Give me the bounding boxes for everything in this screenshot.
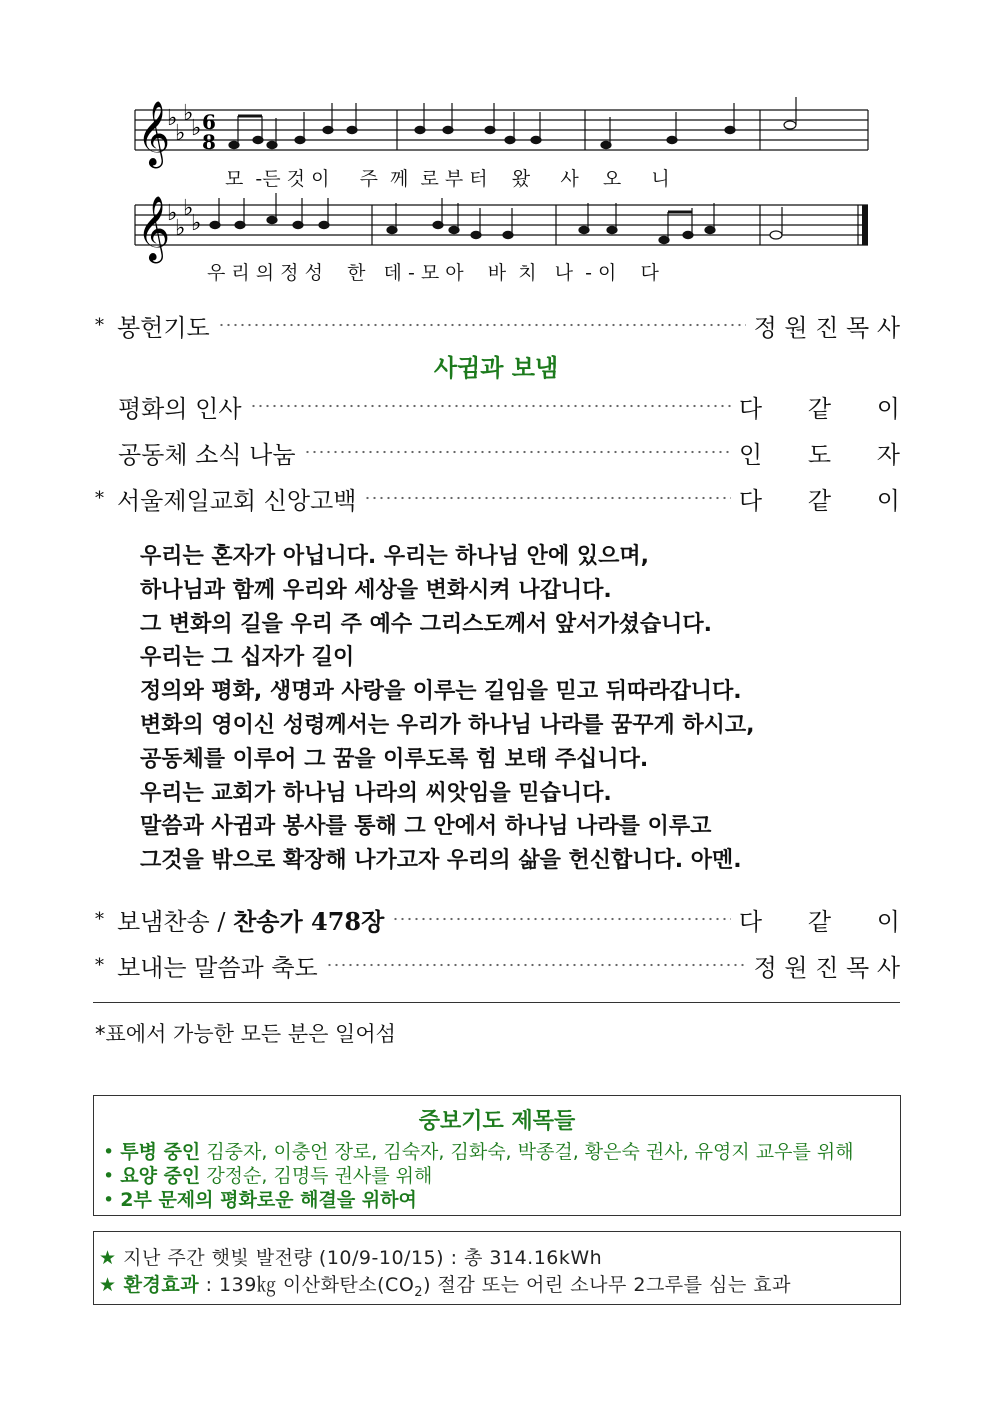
leader-dots xyxy=(364,496,730,500)
svg-text:♭: ♭ xyxy=(175,216,186,241)
svg-text:𝄞: 𝄞 xyxy=(137,196,171,261)
hymn-number: 찬송가 478장 xyxy=(233,906,385,936)
svg-text:8: 8 xyxy=(202,130,216,154)
order-leader: 다 같 이 xyxy=(738,907,900,936)
leader-dots xyxy=(326,963,746,967)
star-icon: ★ xyxy=(99,1247,117,1269)
section-title: 사귐과 보냄 xyxy=(433,354,559,382)
solar-energy-box xyxy=(93,1231,901,1305)
standing-mark: * xyxy=(95,314,104,336)
svg-text:♭: ♭ xyxy=(175,121,186,146)
energy-line-1 xyxy=(99,1243,602,1270)
energy-line-2 xyxy=(99,1270,791,1300)
standing-mark: * xyxy=(95,908,104,930)
leader-dots xyxy=(218,323,746,327)
svg-text:♭: ♭ xyxy=(191,211,202,236)
svg-text:♭: ♭ xyxy=(183,101,194,126)
order-row-creed xyxy=(95,480,900,516)
prayer-item xyxy=(103,1185,417,1212)
bullet: • xyxy=(103,1141,121,1163)
confession-line: 하나님과 함께 우리와 세상을 변화시켜 나갑니다. xyxy=(140,577,612,603)
svg-text:6: 6 xyxy=(202,110,216,134)
prayer-item xyxy=(103,1161,432,1188)
hymn-lyrics-line-1: 모 -든 것 이 주 께 로 부 터 왔 사 오 니 xyxy=(225,168,670,190)
order-leader: 인 도 자 xyxy=(738,440,900,469)
leader-dots xyxy=(304,450,731,454)
standing-mark: * xyxy=(95,954,104,976)
prayer-item-text: 김중자, 이충언 장로, 김숙자, 김화숙, 박종걸, 황은숙 권사, 유영지 교우를 위해 xyxy=(200,1141,854,1163)
prayer-requests-box xyxy=(93,1095,901,1216)
leader-dots xyxy=(392,917,731,921)
star-icon: ★ xyxy=(99,1274,117,1296)
order-leader: 정 원 진 목 사 xyxy=(753,953,900,982)
confession-text xyxy=(140,540,755,878)
energy-text: 지난 주간 햇빛 발전량 (10/9-10/15) : 총 314.16kWh xyxy=(116,1247,603,1269)
leader-dots xyxy=(250,404,731,408)
prayer-item xyxy=(103,1137,854,1164)
divider xyxy=(93,1002,900,1003)
order-row-sending-hymn xyxy=(95,901,900,937)
standing-mark: * xyxy=(95,487,104,509)
subscript: 2 xyxy=(414,1284,424,1300)
confession-line: 우리는 그 십자가 길이 xyxy=(140,645,355,671)
confession-line: 그것을 밖으로 확장해 나가고자 우리의 삶을 헌신합니다. 아멘. xyxy=(140,848,742,874)
prayer-item-head: 2부 문제의 평화로운 해결을 위하여 xyxy=(120,1189,417,1211)
confession-line: 우리는 교회가 하나님 나라의 씨앗임을 믿습니다. xyxy=(140,780,612,806)
confession-line: 변화의 영이신 성령께서는 우리가 하나님 나라를 꿈꾸게 하시고, xyxy=(140,712,755,738)
order-label: 평화의 인사 xyxy=(118,394,242,423)
prayer-item-head: 요양 중인 xyxy=(120,1165,201,1187)
prayer-item-text: 강정순, 김명득 권사를 위해 xyxy=(200,1165,433,1187)
order-label: 봉헌기도 xyxy=(117,313,210,342)
energy-head: 환경효과 xyxy=(116,1274,200,1296)
order-leader: 다 같 이 xyxy=(738,394,900,423)
standing-note: *표에서 가능한 모든 분은 일어섬 xyxy=(95,1022,396,1046)
order-label: 보냄찬송 / xyxy=(117,907,234,936)
prayer-box-title: 중보기도 제목들 xyxy=(418,1109,576,1134)
order-row-news xyxy=(118,434,900,470)
order-label: 서울제일교회 신앙고백 xyxy=(117,486,357,515)
order-label: 공동체 소식 나눔 xyxy=(118,440,296,469)
bullet: • xyxy=(103,1165,121,1187)
svg-text:𝄞: 𝄞 xyxy=(137,101,171,166)
hymn-lyrics-line-2: 우 리 의 정 성 한 데 - 모 아 바 치 나 - 이 다 xyxy=(207,262,659,284)
order-row-benediction xyxy=(95,947,900,983)
confession-line: 정의와 평화, 생명과 사랑을 이루는 길임을 믿고 뒤따라갑니다. xyxy=(140,679,742,705)
svg-text:♭: ♭ xyxy=(191,116,202,141)
confession-line: 말씀과 사귐과 봉사를 통해 그 안에서 하나님 나라를 이루고 xyxy=(140,814,712,840)
order-label: 보내는 말씀과 축도 xyxy=(117,953,318,982)
confession-line: 그 변화의 길을 우리 주 예수 그리스도께서 앞서가셨습니다. xyxy=(140,611,713,637)
bullet: • xyxy=(103,1189,121,1211)
confession-line: 우리는 혼자가 아닙니다. 우리는 하나님 안에 있으며, xyxy=(140,544,649,569)
order-leader: 정 원 진 목 사 xyxy=(753,313,900,342)
svg-text:♭: ♭ xyxy=(167,201,178,226)
order-leader: 다 같 이 xyxy=(738,486,900,515)
svg-text:♭: ♭ xyxy=(183,196,194,221)
order-row-offering-prayer xyxy=(95,307,900,343)
confession-line: 공동체를 이루어 그 꿈을 이루도록 힘 보태 주십니다. xyxy=(140,746,649,772)
svg-text:♭: ♭ xyxy=(167,106,178,131)
energy-text-tail: ) 절감 또는 어린 소나무 2그루를 심는 효과 xyxy=(423,1274,792,1296)
prayer-item-head: 투병 중인 xyxy=(120,1141,201,1163)
energy-text: : 139㎏ 이산화탄소(CO xyxy=(199,1274,415,1296)
order-row-peace xyxy=(118,388,900,424)
